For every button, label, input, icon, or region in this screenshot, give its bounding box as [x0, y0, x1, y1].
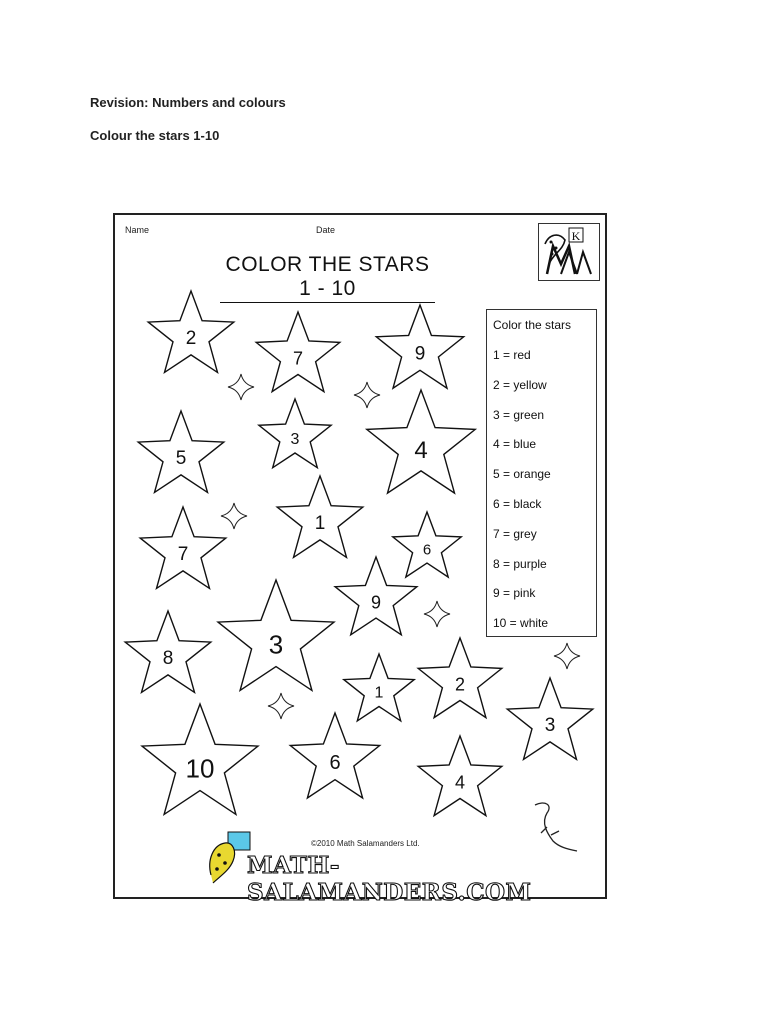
star-number: 2	[185, 328, 197, 350]
sparkle-icon	[268, 693, 294, 719]
star-number: 8	[162, 648, 174, 670]
color-key	[486, 309, 597, 637]
star-number: 7	[292, 348, 304, 369]
color-key-title: Color the stars	[493, 318, 572, 332]
sparkle-icon	[354, 382, 380, 408]
logo-letter: K	[571, 229, 581, 243]
star-number: 3	[290, 430, 300, 448]
star-number: 6	[422, 541, 432, 559]
sparkle-icon	[228, 374, 254, 400]
color-key-item: 6 = black	[493, 497, 542, 511]
star-number: 9	[370, 592, 382, 613]
star-number: 9	[414, 343, 426, 365]
document-instruction: Colour the stars 1-10	[90, 128, 220, 143]
star-number: 3	[268, 629, 284, 660]
worksheet-title: COLOR THE STARS 1 - 10	[220, 253, 435, 303]
star-number: 4	[454, 772, 466, 793]
star-number: 7	[177, 544, 189, 566]
color-key-item: 7 = grey	[493, 526, 537, 541]
worksheet	[113, 213, 607, 906]
color-key-item: 4 = blue	[493, 437, 537, 452]
color-key-item: 8 = purple	[493, 556, 547, 571]
star-number: 4	[414, 436, 428, 464]
star-number: 5	[175, 448, 187, 470]
date-label: Date	[316, 225, 336, 235]
color-key-item: 1 = red	[493, 348, 531, 362]
color-key-item: 9 = pink	[493, 586, 536, 601]
star-number: 1	[374, 684, 384, 702]
website-logo-text: MATH-SALAMANDERS.COM	[247, 852, 532, 906]
star-number: 1	[314, 513, 326, 535]
star-number: 6	[329, 751, 341, 774]
document-heading: Revision: Numbers and colours	[90, 95, 286, 110]
copyright-text: ©2010 Math Salamanders Ltd.	[311, 839, 420, 848]
sparkle-icon	[424, 601, 450, 627]
color-key-item: 5 = orange	[493, 467, 551, 482]
star-number: 10	[185, 753, 215, 784]
mascot-icon	[210, 832, 250, 883]
color-key-item: 2 = yellow	[493, 377, 547, 392]
color-key-item: 3 = green	[493, 407, 545, 422]
salamander-icon	[535, 803, 577, 851]
sparkle-icon	[221, 503, 247, 529]
sparkle-icon	[554, 643, 580, 669]
name-label: Name	[125, 225, 150, 235]
star-number: 3	[544, 715, 556, 737]
color-key-item: 10 = white	[493, 616, 549, 631]
star-number: 2	[454, 674, 466, 695]
